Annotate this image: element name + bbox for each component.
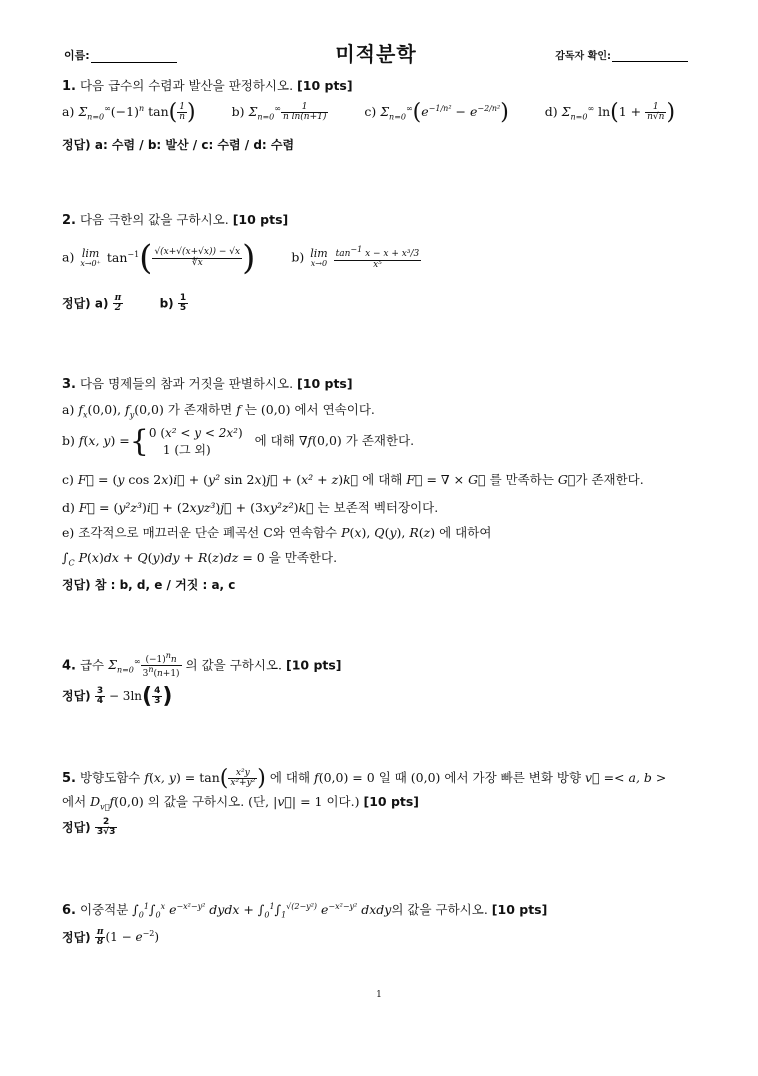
q6-answer: 정답) $\frac{\pi}{8}$ $(1 - e^{-2})$ (62, 927, 160, 948)
q2-text: 다음 극한의 값을 구하시오. (79, 212, 229, 227)
q5-points: [10 pts] (363, 794, 420, 809)
q6-points: [10 pts] (491, 902, 548, 917)
q4-text: 의 값을 구하시오. (185, 657, 282, 673)
question-2: 2. 다음 극한의 값을 구하시오. [10 pts] (62, 212, 289, 228)
q5-line2: 에서 $D_{v⃗}f(0,0)$ 의 값을 구하시오. (단, |v⃗| = 1 이다.) [10 pts] (62, 794, 420, 812)
question-6: 6. 이중적분 $\int_0^1\int_0^x$ $e^{-x^2-y^2}$ dydx + $\int_0^1\int_1^{√(2-y^2)}$ $e^{-x^2-y^2}$ dxdy의 값을 구하시오. [10 pts] (62, 901, 548, 920)
question-5: 5. 방향도함수 f(x, y) = tan( $\frac{\text{x²y}}{\text{x²+y²}}$ ) 에 대해 f(0,0) = 0 일 때 (0,0) 에서 가장 빠른 변화 방향 v⃗ =< a, b > (62, 766, 667, 791)
question-1: 1. 다음 급수의 수렴과 발산을 판정하시오. [10 pts] (62, 78, 353, 94)
q4-points: [10 pts] (285, 657, 342, 673)
q2-points: [10 pts] (232, 212, 289, 227)
q3-d: d) F⃗ = (y²z³)i⃗ + (2xyz³)j⃗ + (3xy²z²)k⃗ 는 보존적 벡터장이다. (62, 500, 439, 515)
q3-answer: 정답) 참 : b, d, e / 거짓 : a, c (62, 578, 236, 592)
q4-answer: 정답) $\frac{3}{4}$ − 3ln( $\frac{4}{3}$ ) (62, 684, 173, 709)
q1-text: 다음 급수의 수렴과 발산을 판정하시오. (79, 78, 294, 93)
q6-text: 의 값을 구하시오. (391, 902, 488, 917)
supervisor-field: 감독자 확인: (555, 47, 688, 62)
q3-a: a) $f_x(0,0)$, $f_y(0,0)$ 가 존재하면 f 는 (0,0) 에서 연속이다. (62, 402, 375, 420)
supervisor-blank[interactable] (612, 49, 688, 62)
question-3: 3. 다음 명제들의 참과 거짓을 판별하시오. [10 pts] (62, 376, 353, 392)
q3-c: c) F⃗ = (y cos 2x)i⃗ + (y² sin 2x)j⃗ + (x² + z)k⃗ 에 대해 F⃗ = ∇ × G⃗ 를 만족하는 G⃗가 존재한다. (62, 472, 644, 487)
q3-e-line2: $\int_C$ P(x)dx + Q(y)dy + R(z)dz = 0 을 만족한다. (62, 550, 338, 568)
q2-answer: 정답) a) $\frac{\pi}{2}$ b) $\frac{1}{5}$ (62, 293, 187, 314)
q1-items: a) $\Sigma_{n=0}^\infty(-1)^n$ tan( $\frac{1}{n}$ ) b) $\Sigma_{n=0}^\infty$ $\frac{1}{\text{n ln(n+1)}}$ c) $\Sigma_{n=0}^\infty(e^{-1/n^2} - e^{-2/n^2})$ d) $\Sigma_{n=0}^\infty$ ln(1 + $\frac{1}{n√n}$ ) (62, 100, 676, 125)
q1-answer: 정답) a: 수렴 / b: 발산 / c: 수렴 / d: 수렴 (62, 138, 295, 152)
q3-e: e) 조각적으로 매끄러운 단순 폐곡선 C와 연속함수 P(x), Q(y), R(z) 에 대하여 (62, 525, 492, 540)
q3-points: [10 pts] (297, 376, 353, 391)
page-header (64, 38, 688, 68)
q3-b: b) f(x, y) ={ 0 (x² < y < 2x²) 1 (그 외) 에 대해 ∇f(0,0) 가 존재한다. (62, 424, 415, 459)
page-title: 미적분학 (335, 42, 417, 66)
q2-items: a) lim x→0⁺ $\tan^{-1}$( $\frac{√(x+√(x+√x)) - √x}{∜x}$ ) b) lim x→0 $\frac{\text{tan−1 x − x + x³/3}}{\text{x⁵}}$ (62, 238, 420, 278)
name-field: 이름: (64, 47, 177, 63)
q1-points: [10 pts] (297, 78, 353, 93)
q3-text: 다음 명제들의 참과 거짓을 판별하시오. (79, 376, 294, 391)
question-4: 4. 급수 $\Sigma_{n=0}^\infty$ $\frac{(-1)nn}{3n(n+1)}$ 의 값을 구하시오. [10 pts] (62, 651, 342, 680)
page-number: 1 (376, 990, 382, 1000)
q5-answer: 정답) $\frac{2}{3√3}$ (62, 817, 116, 838)
